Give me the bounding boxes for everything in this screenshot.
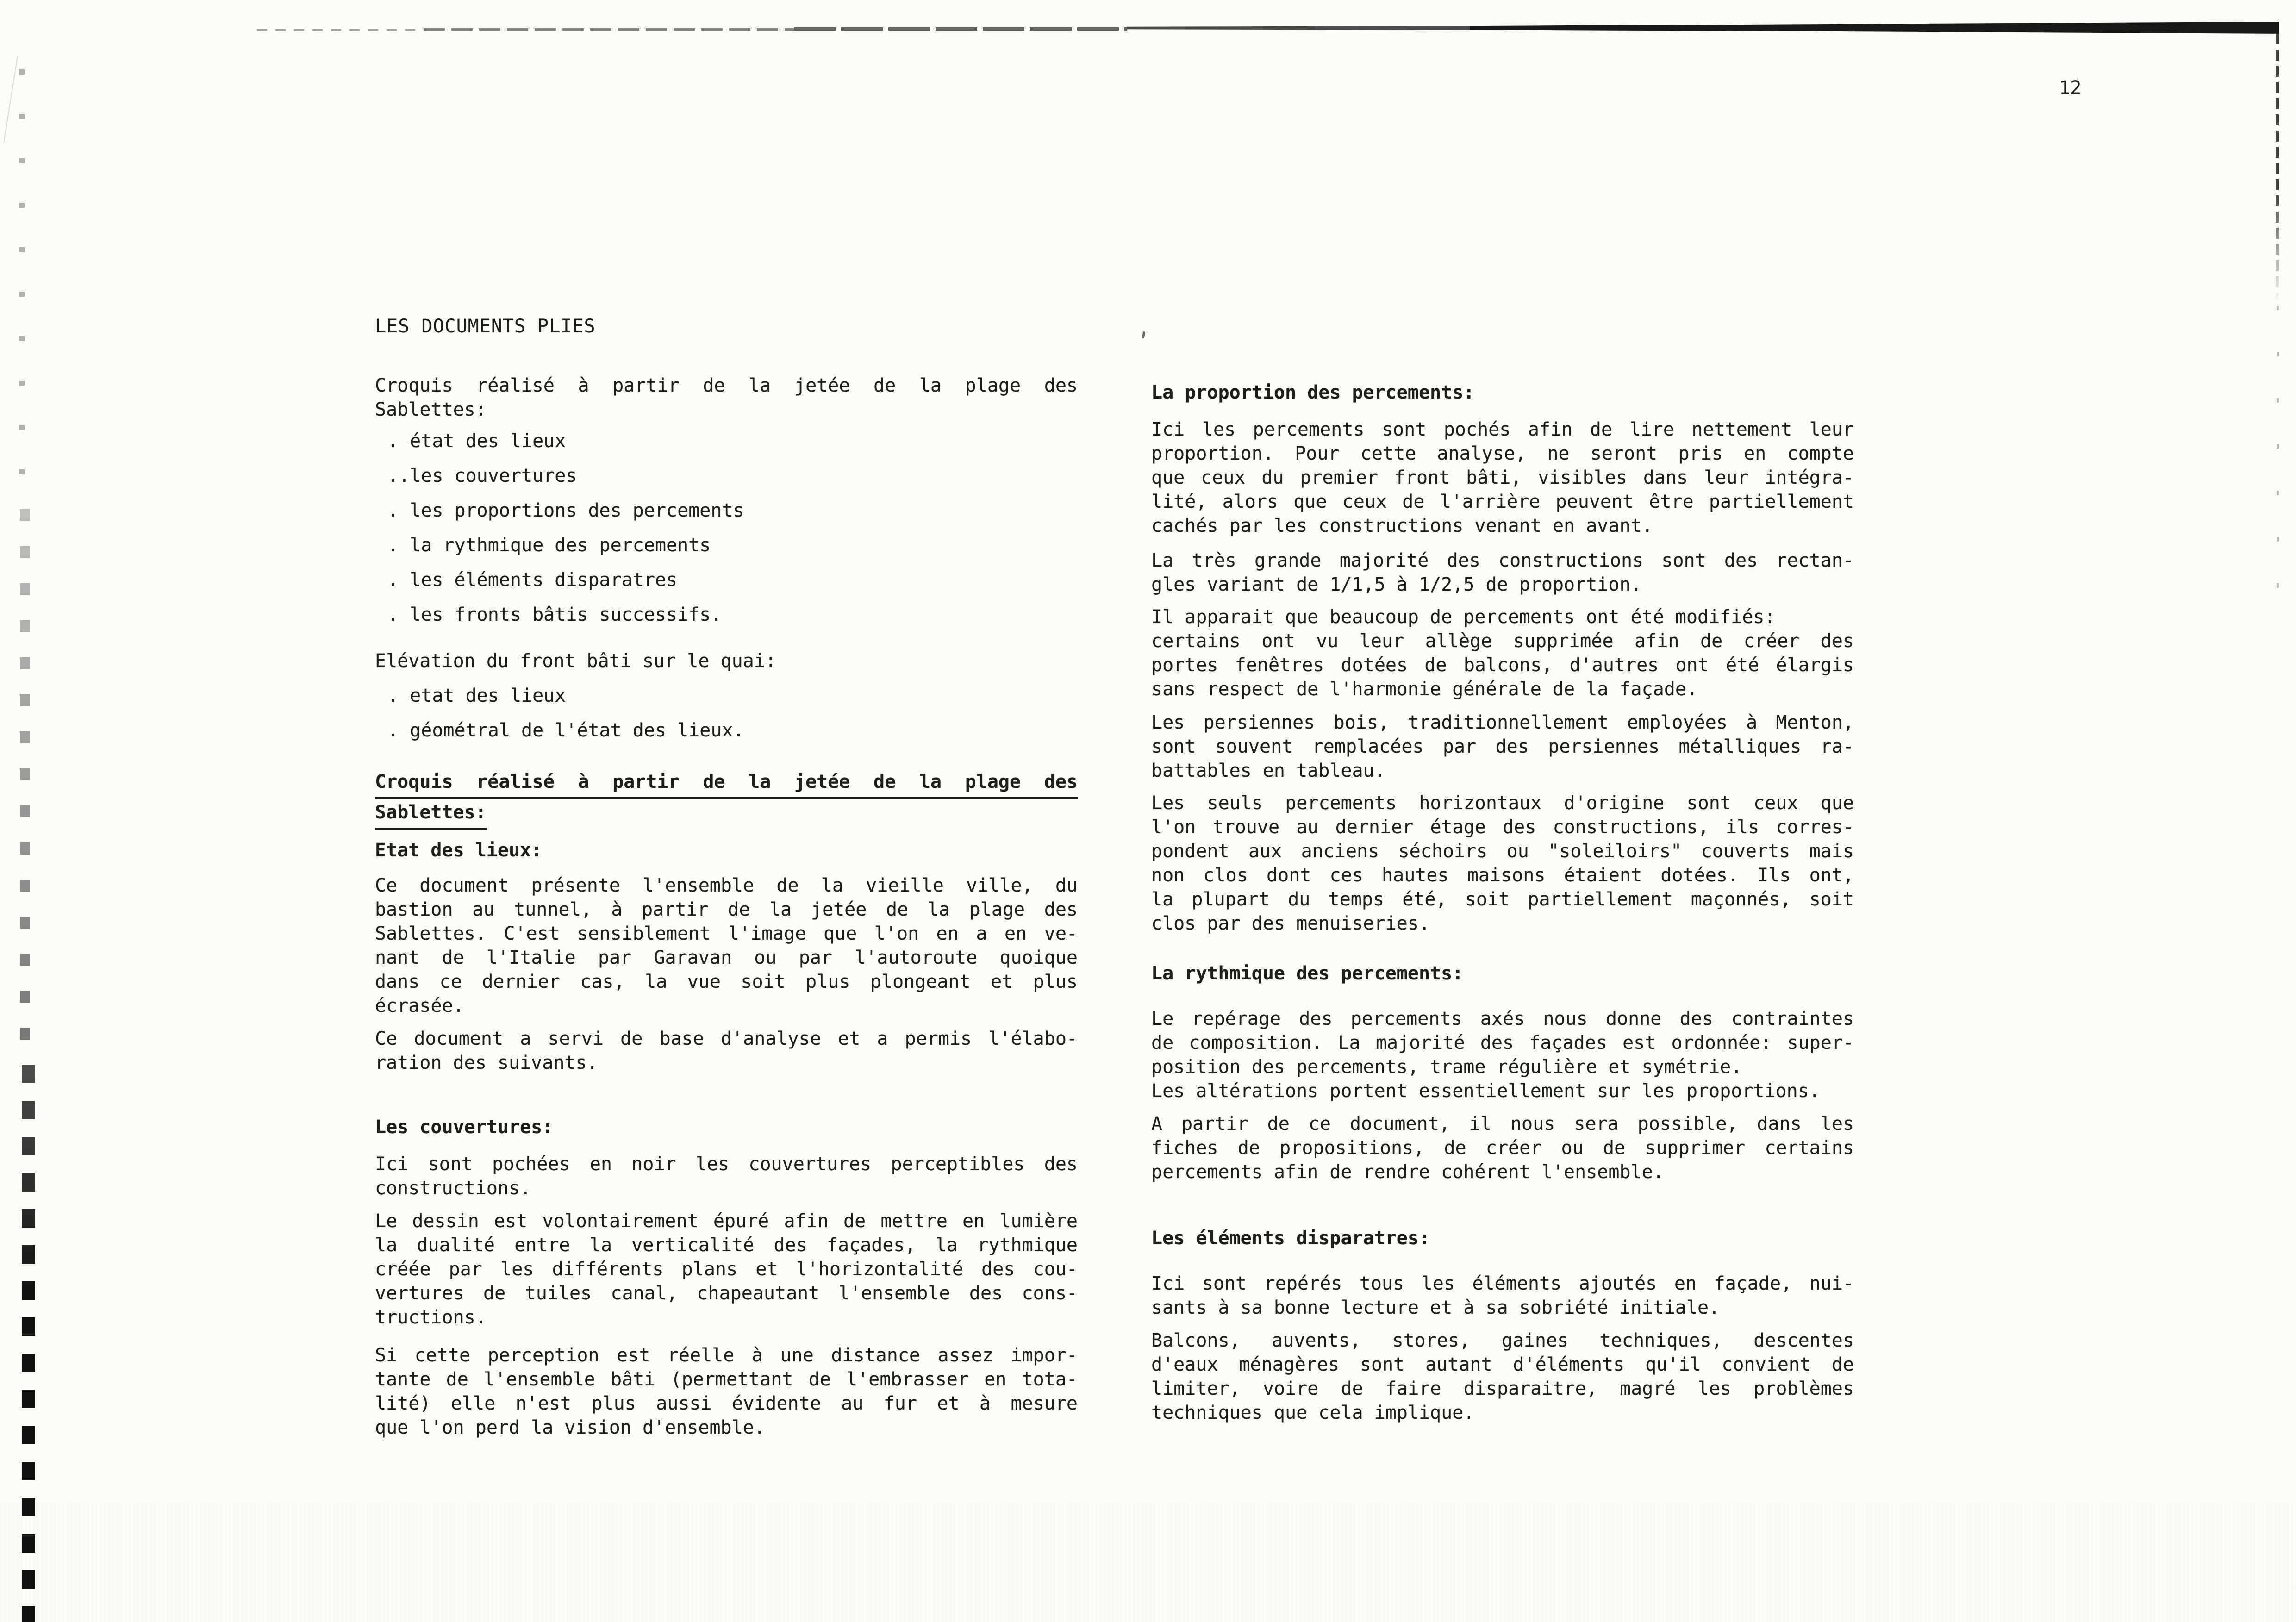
text-line: Ce document présente l'ensemble de la vieille ville, du	[375, 875, 1078, 896]
text-line: ..les couvertures	[387, 465, 577, 487]
text-line: Il apparait que beaucoup de percements ont été modifiés:	[1151, 606, 1776, 628]
text-line: non clos dont ces hautes maisons étaient dotées. Ils ont,	[1151, 865, 1854, 886]
text-line: tructions.	[375, 1307, 487, 1328]
text-line: bastion au tunnel, à partir de la jetée de la plage des	[375, 899, 1078, 920]
text-line: clos par des menuiseries.	[1151, 913, 1430, 934]
rythmique-heading: La rythmique des percements:	[1151, 963, 1464, 984]
paragraph-persiennes	[1151, 711, 1854, 783]
text-line: La très grande majorité des constructions sont des rectan-	[1151, 550, 1854, 571]
text-line: lité) elle n'est plus aussi évidente au fur et à mesure	[375, 1393, 1078, 1414]
paragraph-document-base	[375, 1027, 1078, 1075]
text-line: . les éléments disparatres	[387, 569, 678, 591]
left-column	[375, 0, 1078, 1622]
text-line: cachés par les constructions venant en avant.	[1151, 515, 1653, 537]
text-line: percements afin de rendre cohérent l'ensemble.	[1151, 1161, 1664, 1183]
text-line: dans ce dernier cas, la vue soit plus plongeant et plus	[375, 971, 1078, 992]
paragraph-couvertures-3	[375, 1343, 1078, 1440]
text-line: tante de l'ensemble bâti (permettant de l'embrasser en tota-	[375, 1369, 1078, 1390]
paragraph-etat-des-lieux	[375, 873, 1078, 1018]
text-line: Croquis réalisé à partir de la jetée de la plage des	[375, 375, 1078, 396]
text-line: battables en tableau.	[1151, 760, 1385, 781]
paragraph-proportion-3	[1151, 605, 1854, 701]
text-line: . etat des lieux	[387, 685, 566, 706]
text-line: . la rythmique des percements	[387, 535, 711, 556]
paragraph-couvertures-1	[375, 1152, 1078, 1200]
binding-marks	[19, 69, 25, 509]
text-line: Ici les percements sont pochés afin de lire nettement leur	[1151, 419, 1854, 440]
text-line: d'eaux ménagères sont autant d'éléments qu'il convient de	[1151, 1354, 1854, 1375]
elements-disparatres-heading: Les éléments disparatres:	[1151, 1228, 1430, 1249]
text-line: certains ont vu leur allège supprimée afin de créer des	[1151, 630, 1854, 652]
text-line: . état des lieux	[387, 430, 566, 452]
text-line: lité, alors que ceux de l'arrière peuvent être partiellement	[1151, 491, 1854, 512]
text-line: nant de l'Italie par Garavan ou par l'autoroute quoique	[375, 947, 1078, 968]
paragraph-elements-2	[1151, 1329, 1854, 1425]
heading-line: Sablettes:	[375, 800, 1078, 830]
text-line: position des percements, trame régulière et symétrie.	[1151, 1056, 1742, 1078]
text-line: Ce document a servi de base d'analyse et a permis l'élabo-	[375, 1028, 1078, 1049]
text-line: vertures de tuiles canal, chapeautant l'ensemble des cons-	[375, 1283, 1078, 1304]
text-line: Les persiennes bois, traditionnellement employées à Menton,	[1151, 712, 1854, 733]
text-line: la dualité entre la verticalité des façades, la rythmique	[375, 1235, 1078, 1256]
couvertures-heading: Les couvertures:	[375, 1117, 554, 1138]
text-line: Si cette perception est réelle à une distance assez impor-	[375, 1345, 1078, 1366]
scan-scratch	[3, 56, 18, 143]
proportion-heading: La proportion des percements:	[1151, 382, 1475, 403]
text-line: limiter, voire de faire disparaitre, magré les problèmes	[1151, 1378, 1854, 1399]
paper-texture	[0, 1502, 2296, 1622]
text-line: la plupart du temps été, soit partiellement maçonnés, soit	[1151, 889, 1854, 910]
right-column	[1151, 0, 1854, 1622]
text-line: l'on trouve au dernier étage des constructions, ils corres-	[1151, 817, 1854, 838]
text-line: portes fenêtres dotées de balcons, d'autres ont été élargis	[1151, 655, 1854, 676]
text-line: Sablettes:	[375, 399, 487, 420]
scan-edge-artifact-right	[2277, 306, 2279, 593]
text-line: créée par les différents plans et l'horizontalité des cou-	[375, 1259, 1078, 1280]
etat-des-lieux-heading: Etat des lieux:	[375, 840, 543, 861]
stray-ink-mark	[1142, 331, 1146, 339]
text-line: Balcons, auvents, stores, gaines techniques, descentes	[1151, 1330, 1854, 1351]
scan-edge-artifact-right	[2276, 33, 2279, 302]
page-title: LES DOCUMENTS PLIES	[375, 316, 596, 337]
text-line: sants à sa bonne lecture et à sa sobriété initiale.	[1151, 1297, 1720, 1318]
text-line: que ceux du premier front bâti, visibles dans leur intégra-	[1151, 467, 1854, 488]
text-line: Ici sont repérés tous les éléments ajoutés en façade, nui-	[1151, 1273, 1854, 1294]
elevation-heading: Elévation du front bâti sur le quai:	[375, 650, 776, 672]
text-line: . les proportions des percements	[387, 500, 744, 521]
text-line: ration des suivants.	[375, 1052, 598, 1073]
text-line: techniques que cela implique.	[1151, 1402, 1475, 1423]
text-line: A partir de ce document, il nous sera possible, dans les	[1151, 1113, 1854, 1135]
text-line: fiches de propositions, de créer ou de supprimer certains	[1151, 1137, 1854, 1159]
paragraph-rythmique-2	[1151, 1112, 1854, 1184]
text-line: écrasée.	[375, 995, 464, 1017]
text-line: Les seuls percements horizontaux d'origine sont ceux que	[1151, 792, 1854, 814]
heading-line: Croquis réalisé à partir de la jetée de la plage des	[375, 770, 1078, 799]
text-line: pondent aux anciens séchoirs ou "soleiloirs" couverts mais	[1151, 841, 1854, 862]
text-line: sont souvent remplacées par des persiennes métalliques ra-	[1151, 736, 1854, 757]
binding-marks	[22, 1065, 35, 1622]
croquis-section-heading	[375, 770, 1078, 830]
text-line: de composition. La majorité des façades est ordonnée: super-	[1151, 1032, 1854, 1054]
text-line: Sablettes. C'est sensiblement l'image que l'on en a en ve-	[375, 923, 1078, 944]
paragraph-percements-horizontaux	[1151, 791, 1854, 936]
croquis-document-list	[375, 429, 1078, 637]
text-line: Les altérations portent essentiellement sur les proportions.	[1151, 1080, 1820, 1102]
page-number: 12	[2059, 77, 2082, 99]
intro-paragraph	[375, 374, 1078, 422]
text-line: Le dessin est volontairement épuré afin de mettre en lumière	[375, 1210, 1078, 1232]
text-line: que l'on perd la vision d'ensemble.	[375, 1417, 765, 1438]
binding-marks	[20, 509, 30, 1065]
text-line: Le repérage des percements axés nous donne des contraintes	[1151, 1008, 1854, 1029]
text-line: proportion. Pour cette analyse, ne seront pris en compte	[1151, 443, 1854, 464]
text-line: constructions.	[375, 1178, 531, 1199]
paragraph-elements-1	[1151, 1272, 1854, 1320]
paragraph-proportion-1	[1151, 418, 1854, 538]
paragraph-couvertures-2	[375, 1209, 1078, 1329]
text-line: sans respect de l'harmonie générale de la façade.	[1151, 679, 1698, 700]
text-line: . les fronts bâtis successifs.	[387, 604, 722, 625]
paragraph-rythmique-1	[1151, 1007, 1854, 1103]
elevation-document-list	[375, 684, 1078, 753]
paragraph-proportion-2	[1151, 549, 1854, 597]
text-line: Ici sont pochées en noir les couvertures perceptibles des	[375, 1154, 1078, 1175]
text-line: . géométral de l'état des lieux.	[387, 720, 744, 741]
text-line: gles variant de 1/1,5 à 1/2,5 de proportion.	[1151, 574, 1642, 595]
